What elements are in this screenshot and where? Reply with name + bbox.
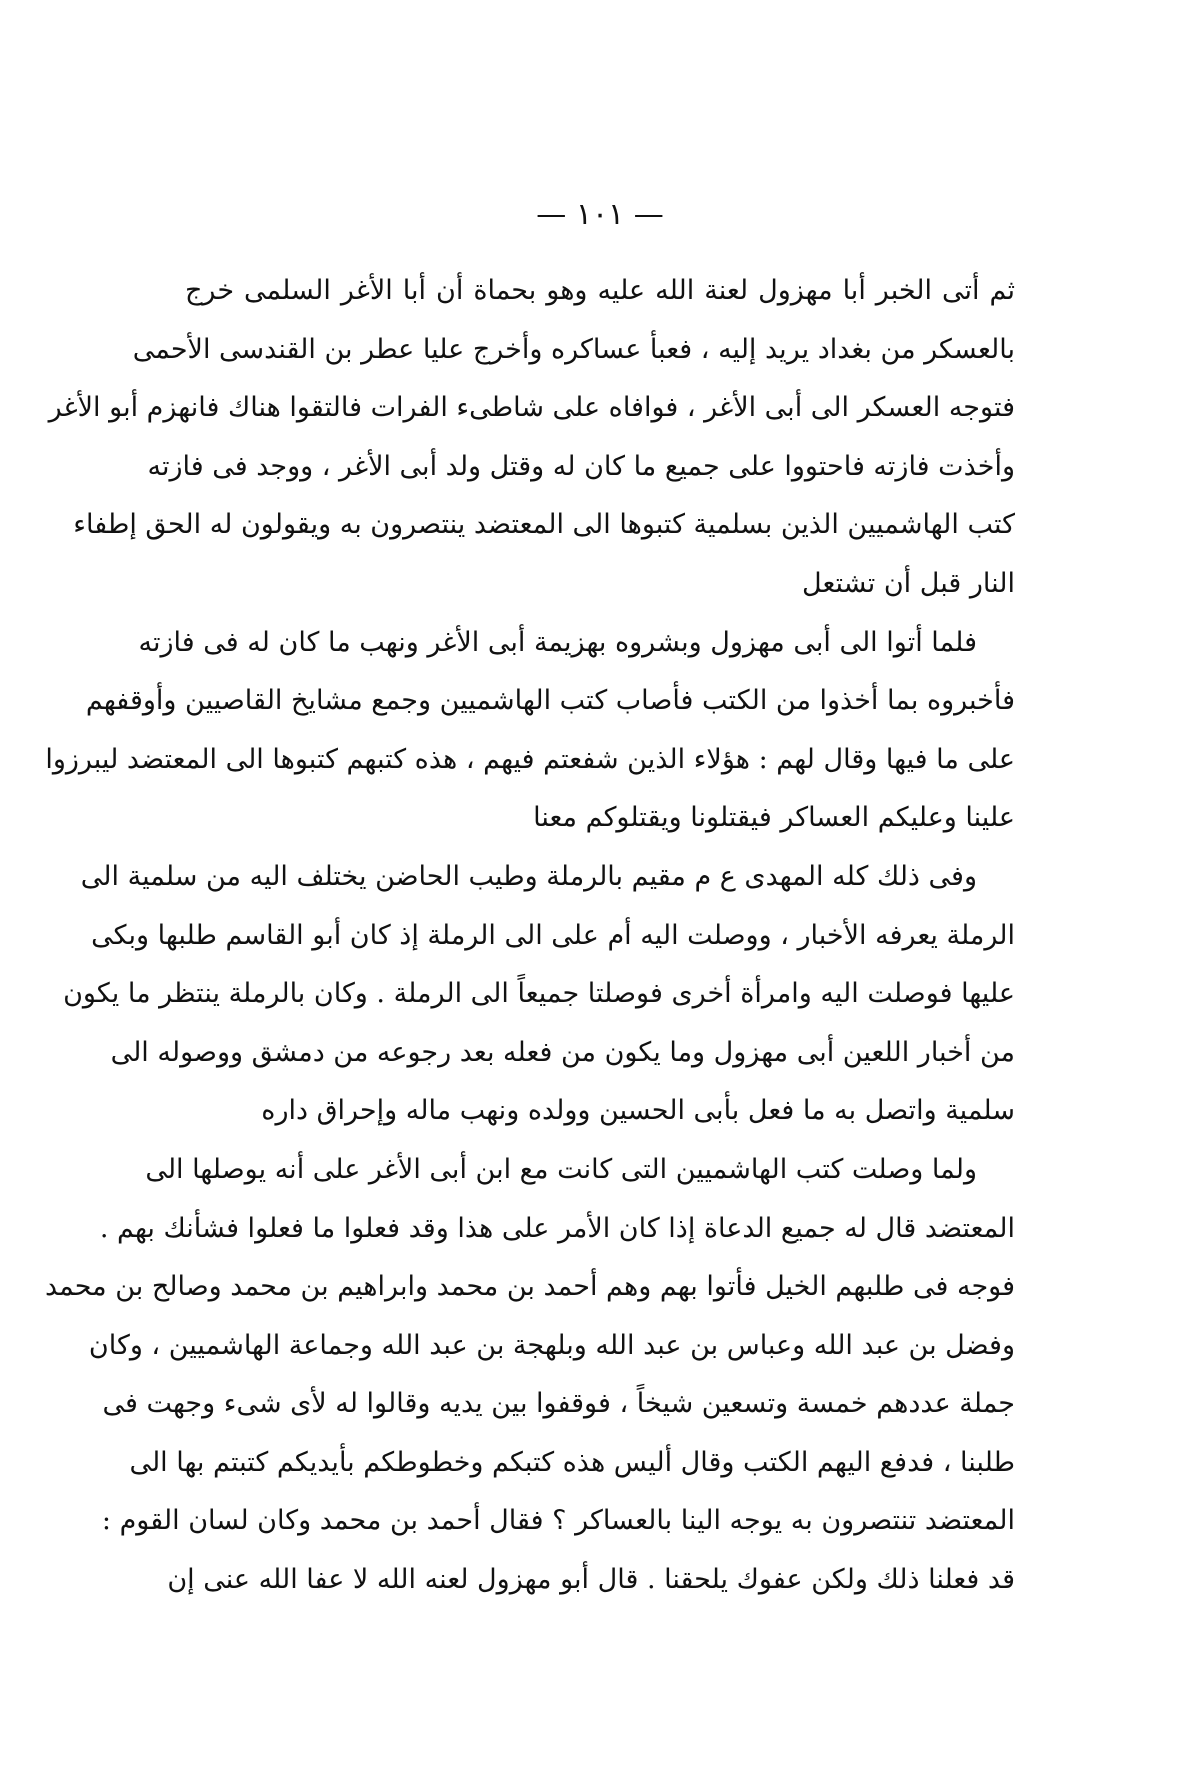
text-line: النار قبل أن تشتعل — [802, 567, 1015, 599]
text-line: وفضل بن عبد الله وعباس بن عبد الله وبلهجة بن عبد الله وجماعة الهاشميين ، وكان — [88, 1329, 1015, 1361]
text-line: عليها فوصلت اليه وامرأة أخرى فوصلتا جميعاً الى الرملة . وكان بالرملة ينتظر ما يكون — [63, 978, 1015, 1010]
text-line: على ما فيها وقال لهم : هؤلاء الذين شفعتم فيهم ، هذه كتبهم كتبوها الى المعتضد ليبرزوا — [45, 743, 1015, 775]
text-line: وفى ذلك كله المهدى ع م مقيم بالرملة وطيب الحاضن يختلف اليه من سلمية الى — [80, 860, 977, 892]
text-line: المعتضد قال له جميع الدعاة إذا كان الأمر على هذا وقد فعلوا ما فعلوا فشأنك بهم . — [99, 1212, 1015, 1244]
text-line: جملة عددهم خمسة وتسعين شيخاً ، فوقفوا بين يديه وقالوا له لأى شىء وجهت فى — [102, 1388, 1015, 1420]
page-number: — ١٠١ — — [536, 197, 664, 232]
text-line: فأخبروه بما أخذوا من الكتب فأصاب كتب الهاشميين وجمع مشايخ القاصيين وأوقفهم — [85, 685, 1015, 717]
text-line: كتب الهاشميين الذين بسلمية كتبوها الى المعتضد ينتصرون به ويقولون له الحق إطفاء — [73, 509, 1015, 541]
text-line: طلبنا ، فدفع اليهم الكتب وقال أليس هذه كتبكم وخطوطكم بأيديكم كتبتم بها الى — [129, 1446, 1015, 1478]
text-line: علينا وعليكم العساكر فيقتلونا ويقتلوكم معنا — [533, 802, 1015, 834]
text-line: ولما وصلت كتب الهاشميين التى كانت مع ابن أبى الأغر على أنه يوصلها الى — [145, 1153, 977, 1185]
text-line: المعتضد تنتصرون به يوجه الينا بالعساكر ؟ فقال أحمد بن محمد وكان لسان القوم : — [101, 1505, 1015, 1537]
text-line: الرملة يعرفه الأخبار ، ووصلت اليه أم على الى الرملة إذ كان أبو القاسم طلبها وبكى — [91, 919, 1015, 951]
text-line: ثم أتى الخبر أبا مهزول لعنة الله عليه وهو بحماة أن أبا الأغر السلمى خرج — [185, 275, 1015, 306]
text-line: بالعسكر من بغداد يريد إليه ، فعبأ عساكره وأخرج عليا عطر بن القندسى الأحمى — [132, 333, 1015, 365]
text-line: فوجه فى طلبهم الخيل فأتوا بهم وهم أحمد بن محمد وابراهيم بن محمد وصالح بن محمد — [44, 1271, 1015, 1303]
text-line: فتوجه العسكر الى أبى الأغر ، فوافاه على شاطىء الفرات فالتقوا هناك فانهزم أبو الأغر — [48, 392, 1015, 424]
text-line: وأخذت فازته فاحتووا على جميع ما كان له وقتل ولد أبى الأغر ، ووجد فى فازته — [147, 450, 1015, 482]
text-line: قد فعلنا ذلك ولكن عفوك يلحقنا . قال أبو مهزول لعنه الله لا عفا الله عنى إن — [167, 1564, 1015, 1596]
text-line: فلما أتوا الى أبى مهزول وبشروه بهزيمة أبى الأغر ونهب ما كان له فى فازته — [138, 626, 977, 658]
text-line: من أخبار اللعين أبى مهزول وما يكون من فعله بعد رجوعه من دمشق ووصوله الى — [110, 1036, 1015, 1068]
body-text — [44, 262, 1015, 1610]
text-line: سلمية واتصل به ما فعل بأبى الحسين وولده ونهب ماله وإحراق داره — [261, 1095, 1015, 1127]
